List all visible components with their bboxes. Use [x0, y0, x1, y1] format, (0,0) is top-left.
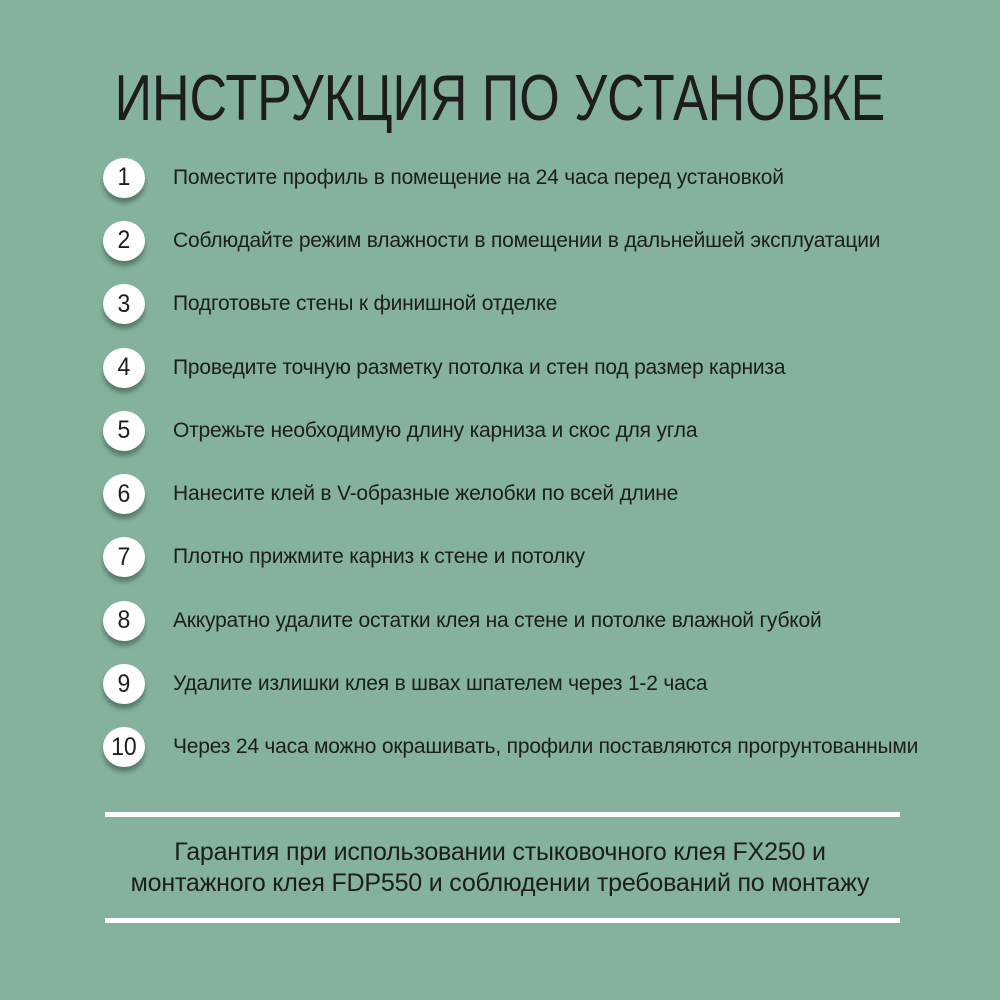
step-text: Соблюдайте режим влажности в помещении в дальнейшей эксплуатации: [173, 228, 881, 252]
step-number-badge: [103, 284, 145, 324]
warranty-line-1: Гарантия при использовании стыковочного клея FX250 и: [174, 838, 826, 866]
step-number-badge: [103, 348, 145, 388]
step-number-badge: [103, 727, 145, 767]
step-row: [0, 399, 1000, 462]
step-text: Проведите точную разметку потолка и стен под размер карниза: [173, 355, 786, 379]
step-number: 5: [117, 416, 131, 445]
warranty-line-2: монтажного клея FDP550 и соблюдении требований по монтажу: [130, 869, 870, 897]
step-row: [0, 652, 1000, 715]
step-number: 9: [117, 669, 131, 698]
step-number-badge: [103, 474, 145, 514]
step-number: 1: [117, 163, 131, 192]
step-text: Через 24 часа можно окрашивать, профили поставляются прогрунтованными: [173, 735, 919, 759]
step-number-badge: [103, 221, 145, 261]
warranty-text: [0, 837, 1000, 899]
step-text: Удалите излишки клея в швах шпателем через 1-2 часа: [173, 672, 708, 696]
step-number-badge: [103, 158, 145, 198]
divider-bottom: [105, 918, 900, 923]
step-number-badge: [103, 537, 145, 577]
step-number: 4: [117, 353, 131, 382]
step-row: [0, 526, 1000, 589]
step-row: [0, 336, 1000, 399]
step-number-badge: [103, 411, 145, 451]
step-row: [0, 716, 1000, 779]
step-number: 3: [117, 289, 131, 318]
step-number-badge: [103, 601, 145, 641]
step-text: Подготовьте стены к финишной отделке: [173, 292, 558, 316]
step-row: [0, 273, 1000, 336]
step-number-badge: [103, 664, 145, 704]
steps-list: [0, 146, 1000, 779]
step-text: Нанесите клей в V-образные желобки по всей длине: [173, 482, 679, 506]
step-text: Поместите профиль в помещение на 24 часа перед установкой: [173, 165, 784, 189]
step-row: [0, 209, 1000, 272]
step-row: [0, 146, 1000, 209]
step-text: Отрежьте необходимую длину карниза и скос для угла: [173, 418, 698, 442]
page-title: ИНСТРУКЦИЯ ПО УСТАНОВКЕ: [114, 61, 886, 134]
step-text: Плотно прижмите карниз к стене и потолку: [173, 545, 585, 569]
step-number: 6: [117, 479, 131, 508]
step-number: 7: [117, 542, 131, 571]
step-row: [0, 462, 1000, 525]
step-row: [0, 589, 1000, 652]
step-number: 2: [117, 226, 131, 255]
step-number: 10: [111, 732, 137, 761]
step-text: Аккуратно удалите остатки клея на стене и потолке влажной губкой: [173, 608, 822, 632]
step-number: 8: [117, 606, 131, 635]
divider-top: [105, 812, 900, 817]
